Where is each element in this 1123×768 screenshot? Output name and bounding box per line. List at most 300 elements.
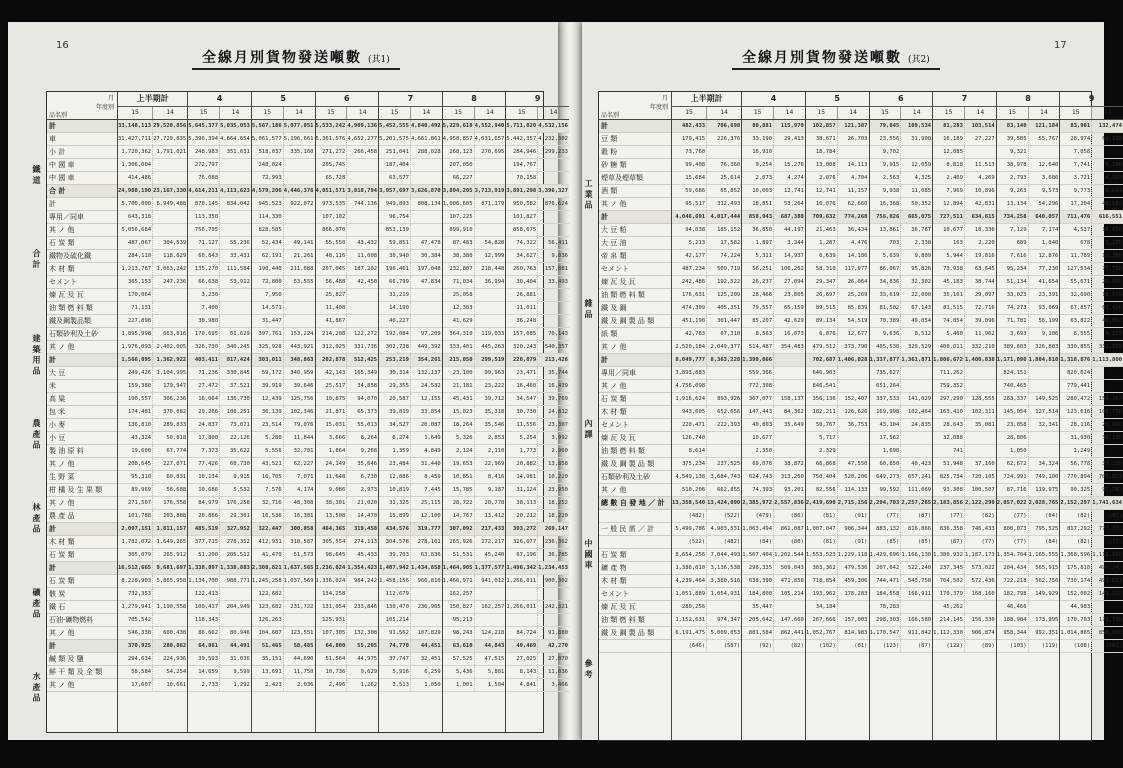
table-cell: 30,940 bbox=[379, 250, 411, 262]
table-row bbox=[118, 536, 187, 549]
table-cell: 2,329 bbox=[806, 445, 838, 457]
table-cell: 15,785 bbox=[443, 484, 475, 496]
table-cell: (84) bbox=[1045, 539, 1059, 545]
table-row bbox=[443, 666, 506, 679]
table-cell: 471,858 bbox=[780, 578, 804, 584]
table-cell: 41,867 bbox=[316, 315, 348, 327]
table-row bbox=[997, 445, 1060, 458]
table-row bbox=[672, 380, 741, 393]
month-column bbox=[806, 92, 870, 740]
table-row bbox=[379, 315, 442, 328]
table-cell: 1,400,838 bbox=[964, 357, 995, 363]
table-cell bbox=[838, 146, 869, 158]
table-cell: 1,407,942 bbox=[379, 562, 411, 574]
table-cell: 30,314 bbox=[379, 367, 411, 379]
table-row bbox=[1060, 237, 1123, 250]
table-cell: 54,254 bbox=[166, 669, 187, 675]
table-row bbox=[316, 432, 379, 445]
table-cell: 1,014,865 bbox=[1060, 627, 1092, 639]
table-cell: 332,559 bbox=[1098, 344, 1122, 350]
table-cell: 249,426 bbox=[118, 367, 153, 379]
table-cell: 5,801 bbox=[487, 669, 505, 675]
table-cell: 54,519 bbox=[847, 318, 868, 324]
table-row bbox=[997, 302, 1060, 315]
left-corner-header bbox=[47, 92, 117, 120]
table-row bbox=[742, 289, 805, 302]
table-cell: 297,290 bbox=[933, 393, 965, 405]
table-row bbox=[997, 328, 1060, 341]
table-cell: 272,217 bbox=[481, 539, 505, 545]
table-row bbox=[118, 393, 187, 406]
table-cell: 5,533,242 bbox=[316, 120, 348, 132]
table-cell: 42,629 bbox=[784, 318, 804, 324]
table-row bbox=[870, 224, 933, 237]
table-row bbox=[742, 315, 805, 328]
table-cell: 77,758 bbox=[1102, 266, 1122, 272]
table-row bbox=[806, 250, 869, 263]
table-row bbox=[870, 341, 933, 354]
table-cell: 5,396,394 bbox=[188, 133, 220, 145]
table-cell: 520,206 bbox=[844, 474, 868, 480]
table-row bbox=[252, 419, 315, 432]
table-cell: 19,600 bbox=[118, 445, 153, 457]
table-cell: 298,303 bbox=[870, 614, 902, 626]
year-subheader bbox=[997, 107, 1060, 120]
table-row bbox=[870, 328, 933, 341]
table-row bbox=[188, 341, 251, 354]
table-cell: 26,237 bbox=[742, 276, 774, 288]
table-cell: 265,926 bbox=[443, 536, 475, 548]
table-cell: 8,555 bbox=[1060, 328, 1092, 340]
year-label: 14 bbox=[295, 109, 303, 116]
table-cell: 720,105 bbox=[971, 474, 995, 480]
table-cell: 487,067 bbox=[118, 237, 153, 249]
table-row bbox=[118, 159, 187, 172]
table-row bbox=[933, 562, 996, 575]
table-cell: 34,836 bbox=[870, 276, 902, 288]
table-cell: 43,104 bbox=[870, 419, 902, 431]
table-cell: 114,133 bbox=[844, 487, 868, 493]
table-cell: 3,270 bbox=[1105, 240, 1122, 246]
table-row bbox=[252, 198, 315, 211]
table-cell: 14,190 bbox=[379, 302, 411, 314]
table-cell bbox=[838, 601, 869, 613]
table-row bbox=[188, 393, 251, 406]
table-row bbox=[997, 263, 1060, 276]
table-cell: 1,152,631 bbox=[672, 614, 707, 626]
table-row bbox=[933, 536, 996, 549]
table-cell: 77,230 bbox=[1038, 266, 1059, 272]
table-cell: 147,660 bbox=[780, 617, 804, 623]
table-row bbox=[379, 250, 442, 263]
table-cell: 4,704 bbox=[850, 175, 868, 181]
table-row bbox=[316, 536, 379, 549]
table-cell: 80,946 bbox=[230, 630, 250, 636]
table-cell: 1,112,330 bbox=[933, 627, 965, 639]
table-cell: 21,020 bbox=[357, 500, 378, 506]
table-cell bbox=[284, 224, 315, 236]
table-cell: 176,258 bbox=[226, 500, 250, 506]
table-cell: 816,866 bbox=[907, 526, 932, 532]
table-row bbox=[379, 510, 442, 523]
table-cell: 689 bbox=[997, 237, 1029, 249]
table-cell: 5,196,661 bbox=[283, 136, 314, 142]
year-subheader bbox=[252, 107, 315, 120]
table-row bbox=[188, 445, 251, 458]
table-cell: 66,227 bbox=[443, 172, 475, 184]
table-cell bbox=[220, 289, 251, 301]
table-row bbox=[672, 276, 741, 289]
table-row bbox=[672, 627, 741, 640]
table-row bbox=[252, 172, 315, 185]
table-cell: 600,438 bbox=[163, 630, 187, 636]
table-cell: 1,354,423 bbox=[347, 565, 378, 571]
table-row bbox=[379, 172, 442, 185]
table-cell: 27,070 bbox=[548, 656, 568, 662]
table-cell: 168,160 bbox=[971, 591, 995, 597]
table-cell: 274,113 bbox=[353, 539, 378, 545]
table-cell: 28,116 bbox=[1060, 419, 1092, 431]
table-row bbox=[316, 263, 379, 276]
table-row bbox=[118, 237, 187, 250]
table-cell: 278,352 bbox=[226, 539, 250, 545]
table-cell: 37,747 bbox=[379, 653, 411, 665]
table-cell: 6,949,488 bbox=[156, 201, 187, 207]
table-row bbox=[933, 328, 996, 341]
table-row bbox=[506, 393, 569, 406]
table-cell: 123,551 bbox=[290, 630, 314, 636]
table-cell bbox=[475, 289, 506, 301]
year-subheader bbox=[188, 107, 251, 120]
table-row bbox=[870, 601, 933, 614]
table-cell bbox=[1092, 445, 1123, 457]
table-cell: 106,778 bbox=[1098, 409, 1122, 415]
table-row bbox=[672, 341, 741, 354]
table-cell: 169,998 bbox=[870, 406, 902, 418]
row-label: 木 材 類 bbox=[599, 406, 671, 419]
left-volume: (其1) bbox=[368, 55, 390, 65]
table-cell: 71,127 bbox=[188, 237, 220, 249]
table-cell: 906,874 bbox=[971, 630, 995, 636]
table-cell: 9,809 bbox=[914, 253, 932, 259]
table-cell: 166,580 bbox=[907, 617, 932, 623]
table-row bbox=[316, 471, 379, 484]
table-cell: 7,058 bbox=[1060, 146, 1092, 158]
table-cell: 26,697 bbox=[806, 289, 838, 301]
table-cell: 1,338,883 bbox=[220, 565, 250, 571]
table-cell: 56,251 bbox=[742, 263, 774, 275]
table-cell: 12,741 bbox=[806, 185, 838, 197]
table-cell: 247,236 bbox=[163, 279, 187, 285]
year-subheader bbox=[443, 107, 506, 120]
table-cell: 79,076 bbox=[293, 422, 314, 428]
table-cell: 9,036 bbox=[551, 253, 568, 259]
table-cell: 124,218 bbox=[481, 630, 505, 636]
table-row bbox=[379, 354, 442, 367]
table-row bbox=[806, 276, 869, 289]
table-row bbox=[506, 471, 569, 484]
table-cell: 56,488 bbox=[316, 276, 348, 288]
month-header: 9 bbox=[506, 92, 569, 107]
table-cell: (85) bbox=[870, 536, 902, 548]
table-cell: 1,458,156 bbox=[379, 575, 411, 587]
table-cell: 1,649,265 bbox=[156, 539, 187, 545]
table-row bbox=[672, 263, 741, 276]
table-row bbox=[506, 328, 569, 341]
table-row bbox=[742, 497, 805, 510]
table-cell: 12,999 bbox=[484, 253, 505, 259]
table-cell: 184,800 bbox=[742, 588, 774, 600]
table-cell: 29,266 bbox=[188, 406, 220, 418]
table-cell: (482) bbox=[723, 539, 741, 545]
table-cell: 173,995 bbox=[1035, 617, 1059, 623]
table-row bbox=[118, 614, 187, 627]
table-cell: 132,308 bbox=[353, 630, 378, 636]
table-cell: 73,938 bbox=[933, 263, 965, 275]
table-cell: 94,070 bbox=[357, 396, 378, 402]
row-label: 石 炭 類 bbox=[599, 393, 671, 406]
table-row bbox=[672, 406, 741, 419]
table-row bbox=[443, 445, 506, 458]
table-cell bbox=[707, 380, 741, 392]
table-cell: 2,973 bbox=[360, 487, 378, 493]
table-cell: 44,197 bbox=[784, 227, 804, 233]
table-cell: 5,717 bbox=[806, 432, 838, 444]
table-row bbox=[252, 341, 315, 354]
table-cell: 12,876 bbox=[1038, 253, 1059, 259]
table-cell: 220,079 bbox=[506, 354, 538, 366]
table-cell: 663,816 bbox=[163, 331, 187, 337]
table-cell: 227,071 bbox=[163, 461, 187, 467]
table-cell: 6,274 bbox=[379, 432, 411, 444]
table-cell bbox=[475, 172, 506, 184]
table-row bbox=[933, 185, 996, 198]
table-cell bbox=[1092, 601, 1123, 613]
table-cell: 27,227 bbox=[974, 136, 995, 142]
table-cell: 236,965 bbox=[417, 604, 441, 610]
table-cell: 174,481 bbox=[118, 406, 153, 418]
table-cell: 17,800 bbox=[188, 432, 220, 444]
table-row bbox=[806, 484, 869, 497]
table-cell: 1,567,404 bbox=[742, 549, 774, 561]
table-cell: 2,960 bbox=[551, 448, 568, 454]
table-cell: 32,716 bbox=[252, 497, 284, 509]
table-cell: 370,925 bbox=[118, 640, 153, 652]
table-row bbox=[870, 614, 933, 627]
table-cell bbox=[220, 614, 251, 626]
table-cell: 202,878 bbox=[316, 354, 348, 366]
table-cell: 227,898 bbox=[118, 315, 153, 327]
table-cell bbox=[774, 146, 805, 158]
table-cell: 36,139 bbox=[252, 406, 284, 418]
table-cell: 36,248 bbox=[506, 315, 538, 327]
table-row bbox=[742, 172, 805, 185]
table-cell: 32,451 bbox=[420, 656, 441, 662]
table-cell: 39,096 bbox=[974, 318, 995, 324]
table-cell: 4,324 bbox=[1105, 175, 1122, 181]
table-cell: 434,576 bbox=[379, 523, 411, 535]
table-cell: 204,949 bbox=[226, 604, 250, 610]
table-row bbox=[188, 575, 251, 588]
table-cell bbox=[774, 601, 805, 613]
table-cell: 76,088 bbox=[188, 172, 220, 184]
table-cell: 7,044,493 bbox=[710, 552, 741, 558]
table-cell: 40,803 bbox=[742, 419, 774, 431]
table-row bbox=[806, 289, 869, 302]
table-cell: (87) bbox=[933, 536, 965, 548]
section-label: 雜 品 bbox=[584, 299, 594, 318]
table-row bbox=[443, 575, 506, 588]
right-header-category: 品名別 bbox=[601, 112, 620, 119]
table-row bbox=[379, 159, 442, 172]
month-header: 7 bbox=[933, 92, 996, 107]
table-cell: 58,485 bbox=[293, 643, 314, 649]
table-cell: 13,358,540 bbox=[672, 497, 707, 509]
table-cell: 808,134 bbox=[417, 201, 441, 207]
table-cell: 158,137 bbox=[780, 396, 804, 402]
table-row bbox=[506, 133, 569, 146]
table-row bbox=[379, 484, 442, 497]
table-cell: 4,051,571 bbox=[316, 185, 348, 197]
table-cell: (87) bbox=[917, 643, 932, 649]
table-row bbox=[379, 536, 442, 549]
table-row bbox=[1060, 627, 1123, 640]
table-row bbox=[742, 536, 805, 549]
year-label: 15 bbox=[742, 107, 774, 119]
table-cell: 662,855 bbox=[717, 487, 741, 493]
table-cell: 9,196 bbox=[1105, 162, 1122, 168]
table-cell: 3,466 bbox=[551, 682, 568, 688]
table-row bbox=[672, 172, 741, 185]
table-cell: 9,915 bbox=[870, 159, 902, 171]
table-row bbox=[870, 185, 933, 198]
table-cell: 22,000 bbox=[911, 292, 932, 298]
table-cell: 12,085 bbox=[933, 146, 965, 158]
table-cell bbox=[475, 315, 506, 327]
table-row bbox=[316, 601, 379, 614]
table-row bbox=[870, 510, 933, 523]
table-row bbox=[870, 562, 933, 575]
table-row bbox=[1060, 497, 1123, 510]
table-cell: 370,082 bbox=[163, 409, 187, 415]
year-label: 14 bbox=[486, 109, 494, 116]
table-cell: 60,730 bbox=[230, 461, 250, 467]
table-row bbox=[316, 302, 379, 315]
table-row bbox=[118, 341, 187, 354]
table-row bbox=[870, 146, 933, 159]
table-row bbox=[506, 263, 569, 276]
month-header: 5 bbox=[806, 92, 869, 107]
table-cell: 232,807 bbox=[443, 263, 475, 275]
table-cell: 13,808 bbox=[806, 159, 838, 171]
table-row bbox=[870, 276, 933, 289]
table-row bbox=[118, 315, 187, 328]
table-cell: 84,724 bbox=[506, 627, 538, 639]
table-cell: 12,677 bbox=[847, 331, 868, 337]
table-cell: 326,730 bbox=[188, 341, 220, 353]
table-row bbox=[379, 458, 442, 471]
table-row bbox=[742, 562, 805, 575]
month-column bbox=[506, 92, 569, 732]
row-label: 油 類 燃 料 類 bbox=[599, 289, 671, 302]
table-cell: 59,851 bbox=[379, 237, 411, 249]
table-cell: 16,650 bbox=[1102, 227, 1122, 233]
row-label: 石 炭 類 bbox=[47, 575, 117, 588]
year-subheader bbox=[506, 107, 569, 120]
row-label: 木 材 類 bbox=[599, 575, 671, 588]
table-row bbox=[506, 666, 569, 679]
table-cell: 1,104,995 bbox=[156, 370, 187, 376]
table-row bbox=[672, 328, 741, 341]
table-cell bbox=[284, 302, 315, 314]
table-cell: (82) bbox=[1060, 536, 1092, 548]
table-cell: 1,292 bbox=[233, 682, 250, 688]
table-cell: 22,969 bbox=[484, 461, 505, 467]
table-cell: 182,211 bbox=[806, 406, 838, 418]
table-row bbox=[118, 198, 187, 211]
table-cell: 85,207 bbox=[742, 315, 774, 327]
table-row bbox=[672, 510, 741, 523]
row-label: セメント bbox=[599, 419, 671, 432]
table-row bbox=[316, 614, 379, 627]
table-cell: 182,798 bbox=[997, 588, 1029, 600]
table-cell: 300,058 bbox=[290, 526, 314, 532]
table-cell: 562,756 bbox=[1035, 578, 1059, 584]
table-cell: 800,073 bbox=[997, 523, 1029, 535]
table-row bbox=[118, 419, 187, 432]
table-cell: 35,646 bbox=[357, 461, 378, 467]
table-cell bbox=[411, 614, 442, 626]
table-row bbox=[443, 653, 506, 666]
table-row bbox=[379, 133, 442, 146]
table-row bbox=[806, 224, 869, 237]
table-row bbox=[443, 393, 506, 406]
table-cell: 152,002 bbox=[1060, 588, 1092, 600]
table-cell: 78,283 bbox=[870, 601, 902, 613]
table-cell: 735,627 bbox=[870, 367, 902, 379]
row-label: 中 國 車 bbox=[47, 159, 117, 172]
table-cell: 51,948 bbox=[933, 458, 965, 470]
table-cell bbox=[475, 302, 506, 314]
month-column bbox=[379, 92, 443, 732]
row-label: 小 計 bbox=[47, 146, 117, 159]
table-cell: 236,362 bbox=[544, 539, 568, 545]
table-cell: 911,842 bbox=[907, 630, 932, 636]
table-row bbox=[252, 133, 315, 146]
row-label: 煉 瓦 及 瓦 bbox=[599, 276, 671, 289]
table-row bbox=[997, 549, 1060, 562]
table-cell: 322,447 bbox=[252, 523, 284, 535]
table-row bbox=[933, 237, 996, 250]
table-cell: 31,900 bbox=[911, 136, 932, 142]
table-row bbox=[1060, 536, 1123, 549]
table-cell: 74,322 bbox=[506, 237, 538, 249]
table-cell: 35,161 bbox=[933, 289, 965, 301]
table-cell: 4,631,657 bbox=[474, 136, 505, 142]
table-cell: 740,465 bbox=[997, 380, 1029, 392]
row-label: 合 計 bbox=[47, 185, 117, 198]
table-cell: 16,536 bbox=[252, 510, 284, 522]
table-cell: 20,587 bbox=[379, 393, 411, 405]
table-row bbox=[506, 315, 569, 328]
table-row bbox=[806, 354, 869, 367]
table-row bbox=[933, 549, 996, 562]
table-row bbox=[188, 588, 251, 601]
table-row bbox=[742, 393, 805, 406]
table-row bbox=[506, 276, 569, 289]
table-cell: 772,308 bbox=[742, 380, 774, 392]
table-row bbox=[252, 380, 315, 393]
